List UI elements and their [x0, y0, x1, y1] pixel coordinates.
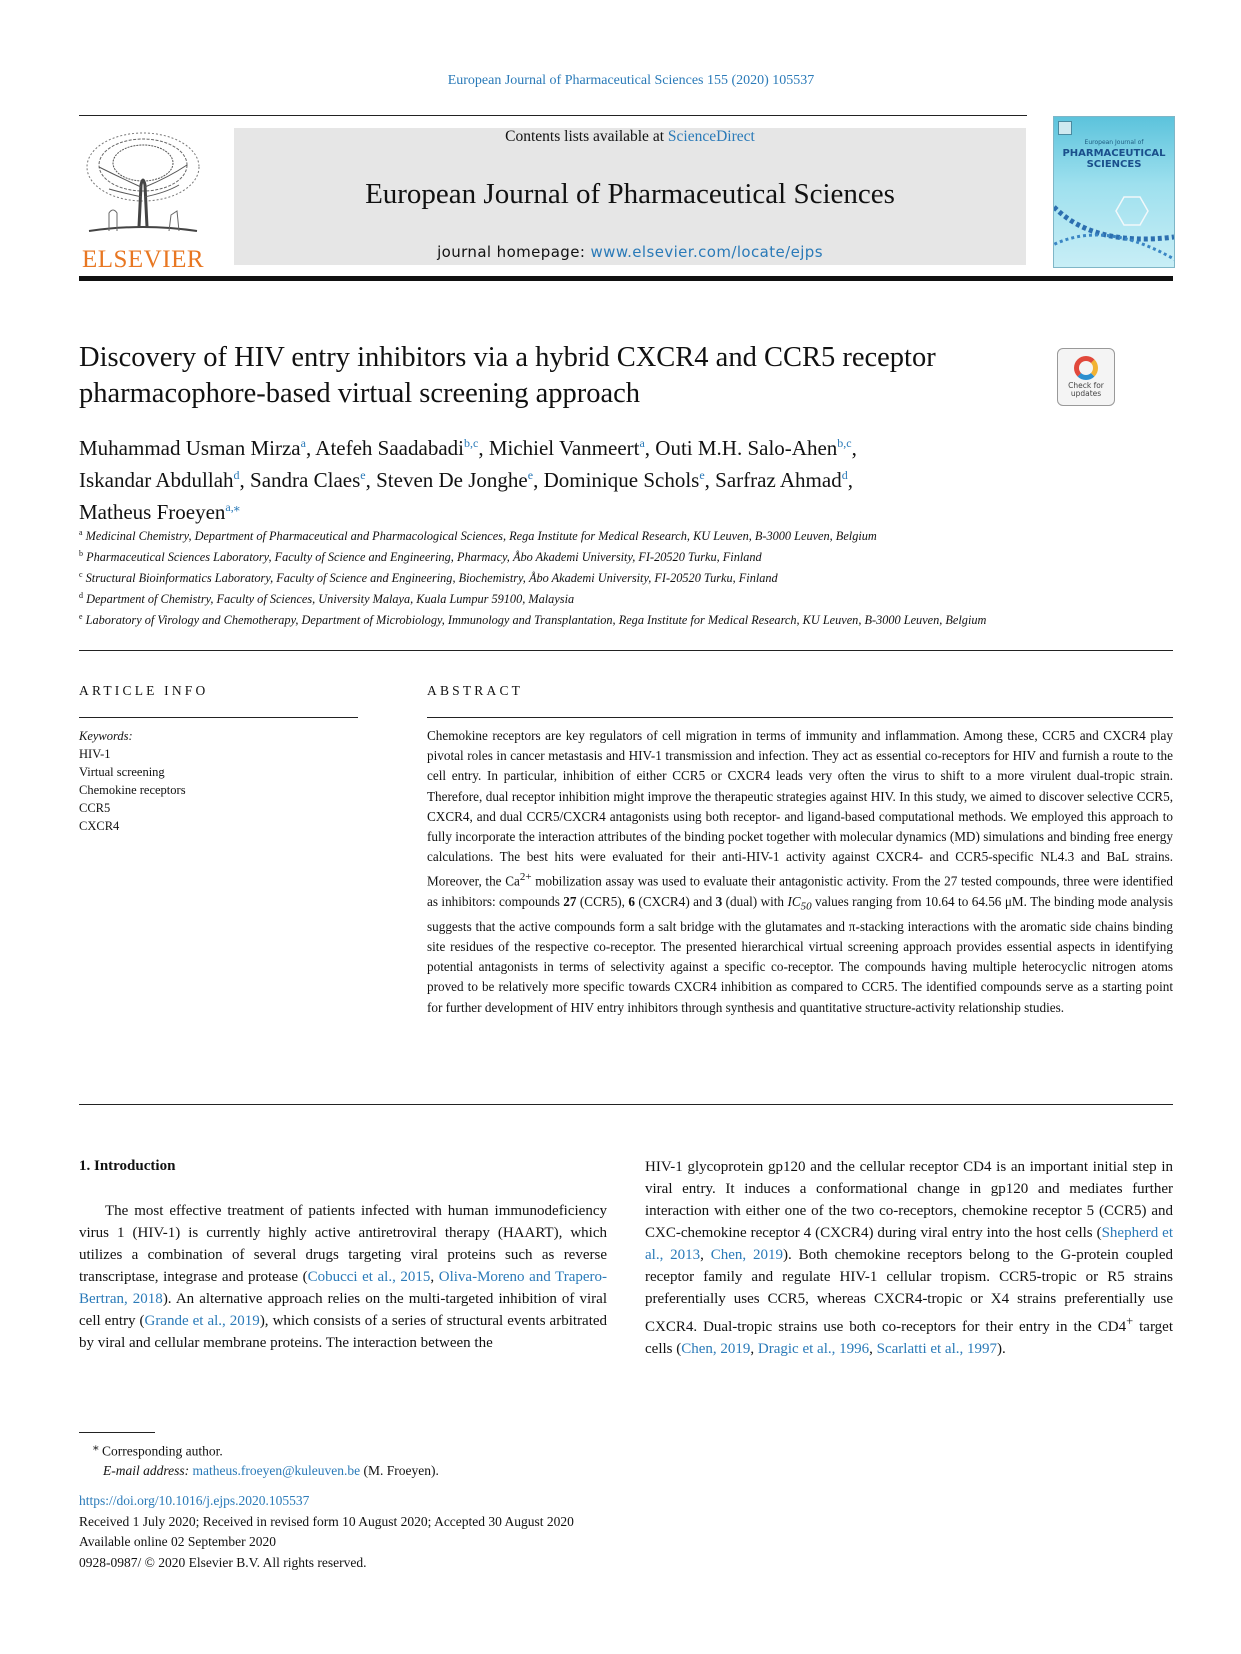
keyword-item: CCR5	[79, 801, 111, 815]
author-affiliation-link[interactable]: b,c	[463, 436, 479, 450]
author-name[interactable]: Matheus Froeyen	[79, 500, 226, 524]
introduction-paragraph: HIV-1 glycoprotein gp120 and the cellular receptor CD4 is an important initial step in viral entry. It induces a conformational change in gp120 and mediates further interaction with either one of the two co-receptors, chemokine receptor 5 (CCR5) and CXC-chemokine receptor 4 (CXCR4) during viral entry into the host cells (Shepherd et al., 2013, Chen, 2019). Both chemokine receptors belong to the G-protein coupled receptor family and regulate HIV-1 cellular tropism. CCR5-tropic or R5 strains preferentially uses CCR5, whereas CXCR4-tropic or X4 strains preferentially use CXCR4. Dual-tropic strains use both co-receptors for their entry in the CD4+ target cells (Chen, 2019, Dragic et al., 1996, Scarlatti et al., 1997).	[645, 1159, 1174, 1357]
cover-small-text: European Journal of	[1084, 139, 1144, 146]
affiliation-item: $^c$ Structural Bioinformatics Laboratory, Faculty of Science and Engineering, Biochemistry, Åbo Akademi University, FI-20520 Turku, Finland	[79, 570, 778, 586]
author-name[interactable]: Iskandar Abdullah	[79, 468, 234, 492]
elsevier-wordmark: ELSEVIER	[81, 246, 205, 273]
cover-title-line1: PHARMACEUTICAL	[1062, 148, 1166, 159]
email-line: E-mail address: matheus.froeyen@kuleuven.be (M. Froeyen).	[103, 1462, 439, 1478]
footnote-rule	[79, 1432, 155, 1433]
journal-banner	[234, 128, 1026, 265]
author-affiliation-link[interactable]: e	[699, 468, 705, 482]
journal-reference-link[interactable]: European Journal of Pharmaceutical Sciences 155 (2020) 105537	[447, 73, 815, 88]
corresponding-author-footnote	[79, 1438, 439, 1480]
keyword-item: CXCR4	[79, 819, 120, 833]
doi-link[interactable]: https://doi.org/10.1016/j.ejps.2020.105537	[79, 1493, 310, 1508]
keyword-item: HIV-1	[79, 747, 111, 761]
author-name[interactable]: Atefeh Saadabadi	[315, 436, 464, 460]
section-divider	[79, 650, 1173, 651]
author-affiliation-link[interactable]: e	[360, 468, 366, 482]
check-for-updates-button[interactable]	[1057, 348, 1115, 406]
author-name[interactable]: Sarfraz Ahmad	[715, 468, 842, 492]
introduction-paragraph: The most effective treatment of patients infected with human immunodeficiency virus 1 (HIV-1) is currently highly active antiretroviral therapy (HAART), which utilizes a combination of several drugs targeting viral proteins such as reverse transcriptase, integrase and protease (Cobucci et al., 2015, Oliva-Moreno and Trapero-Bertran, 2018). An alternative approach relies on the multi-targeted inhibition of viral cell entry (Grande et al., 2019), which consists of a series of structural events arbitrated by viral and cellular membrane proteins. The interaction between the	[79, 1203, 608, 1351]
author-name[interactable]: Michiel Vanmeert	[488, 436, 640, 460]
affiliation-list	[79, 524, 1079, 629]
author-affiliation-link[interactable]: d	[233, 468, 240, 482]
citation-link[interactable]: Chen, 2019	[710, 1247, 784, 1263]
elsevier-logo[interactable]	[79, 127, 207, 273]
received-dates: Received 1 July 2020; Received in revised form 10 August 2020; Accepted 30 August 2020	[79, 1513, 574, 1529]
affiliation-item: $^a$ Medicinal Chemistry, Department of Pharmaceutical and Pharmacological Sciences, Rega Institute for Medical Research, KU Leuven, B-3000 Leuven, Belgium	[79, 528, 877, 544]
author-affiliation-link[interactable]: a	[639, 436, 645, 450]
introduction-left-column	[79, 1200, 607, 1354]
citation-link[interactable]: Dragic et al., 1996	[757, 1341, 870, 1357]
keyword-item: Chemokine receptors	[79, 783, 186, 797]
contents-available-line	[234, 128, 1026, 146]
introduction-right-column	[645, 1156, 1173, 1360]
abstract-rule	[427, 717, 1173, 718]
author-affiliation-link[interactable]: a	[300, 436, 306, 450]
cover-title	[1054, 148, 1174, 170]
cover-logo-icon	[1058, 121, 1072, 135]
citation-link[interactable]: Oliva-Moreno and Trapero-Bertran, 2018	[79, 1269, 608, 1307]
author-name[interactable]: Sandra Claes	[250, 468, 361, 492]
abstract-heading: ABSTRACT	[427, 683, 524, 698]
journal-cover-thumbnail[interactable]	[1053, 116, 1175, 268]
elsevier-tree-icon	[79, 127, 207, 239]
email-link[interactable]: matheus.froeyen@kuleuven.be	[192, 1462, 361, 1478]
sciencedirect-link[interactable]: ScienceDirect	[667, 128, 755, 145]
header-top-rule	[79, 115, 1027, 116]
cover-title-line2: SCIENCES	[1086, 159, 1142, 170]
author-affiliation-link[interactable]: e	[527, 468, 534, 482]
article-title: Discovery of HIV entry inhibitors via a hybrid CXCR4 and CCR5 receptor pharmacophore-based virtual screening approach	[79, 342, 936, 409]
citation-link[interactable]: Chen, 2019	[681, 1341, 751, 1357]
author-name[interactable]: Steven De Jonghe	[376, 468, 528, 492]
citation-link[interactable]: Cobucci et al., 2015	[307, 1269, 431, 1285]
author-name[interactable]: Dominique Schols	[543, 468, 700, 492]
copyright-notice: 0928-0987/ © 2020 Elsevier B.V. All rights reserved.	[79, 1554, 367, 1570]
citation-link[interactable]: Shepherd et al., 2013	[645, 1225, 1173, 1263]
keyword-item: Virtual screening	[79, 765, 165, 779]
available-online-date: Available online 02 September 2020	[79, 1534, 276, 1549]
affiliation-item: $^e$ Laboratory of Virology and Chemotherapy, Department of Microbiology, Immunology and Transplantation, Rega Institute for Medical Research, KU Leuven, B-3000 Leuven, Belgium	[79, 612, 987, 628]
author-affiliation-link[interactable]: b,c	[837, 436, 852, 450]
header-thick-rule	[79, 276, 1173, 281]
check-updates-label: Check for updates	[1068, 381, 1104, 398]
affiliation-item: $^b$ Pharmaceutical Sciences Laboratory, Faculty of Science and Engineering, Pharmacy, Åbo Akademi University, FI-20520 Turku, Finland	[79, 549, 762, 565]
affiliation-item: $^d$ Department of Chemistry, Faculty of Sciences, University Malaya, Kuala Lumpur 59100, Malaysia	[79, 591, 575, 607]
journal-title: European Journal of Pharmaceutical Sciences	[365, 178, 895, 210]
article-info-rule	[79, 717, 358, 718]
journal-homepage-link[interactable]: www.elsevier.com/locate/ejps	[590, 243, 823, 261]
author-list: Muhammad Usman Mirza$^a$, Atefeh Saadabadi$^{b,c}$, Michiel Vanmeert$^a$, Outi M.H. Salo-Ahen$^{b,c}$, Iskandar Abdullah$^d$, Sandra Claes$^e$, Steven De Jonghe$^e$, Dominique Schols$^e$, Sarfraz Ahmad$^d$, Matheus Froeyen$^{a,⁎}$	[79, 436, 857, 524]
crossmark-icon	[1074, 356, 1098, 380]
author-name[interactable]: Muhammad Usman Mirza	[79, 436, 301, 460]
homepage-prefix: journal homepage:	[437, 243, 586, 261]
keywords-block	[79, 727, 186, 835]
corresponding-author-line: ⁎ Corresponding author.	[93, 1441, 223, 1459]
article-info-heading: ARTICLE INFO	[79, 683, 209, 698]
cover-molecule-graphic	[1054, 177, 1174, 267]
abstract-text: Chemokine receptors are key regulators of cell migration in terms of immunity and inflammation. Among these, CCR5 and CXCR4 play pivotal roles in cancer metastasis and HIV-1 transmission and infection. They act as essential co-receptors for HIV and furnish a route to the cell entry. In particular, inhibition of either CCR5 or CXCR4 leads very often the virus to shift to a more virulent dual-tropic strain. Therefore, dual receptor inhibition might improve the therapeutic strategies against HIV. In this study, we aimed to discover selective CCR5, CXCR4, and dual CCR5/CXCR4 antagonists using both receptor- and ligand-based computational methods. We employed this approach to fully incorporate the interaction attributes of the binding pocket together with molecular dynamics (MD) simulations and binding free energy calculations. The best hits were evaluated for their anti-HIV-1 activity against CXCR4- and CCR5-specific NL4.3 and BaL strains. Moreover, the $Ca^{2+}$ mobilization assay was used to evaluate their antagonistic activity. From the 27 tested compounds, three were identified as inhibitors: compounds 27 (CCR5), 6 (CXCR4) and 3 (dual) with $IC_{50}$ values ranging from 10.64 to 64.56 μM. The binding mode analysis suggests that the active compounds form a salt bridge with the glutamates and π-stacking interactions with the aromatic side chains binding site residues of the respective co-receptor. The presented hierarchical virtual screening approach provides essential aspects in identifying potential antagonists in terms of selectivity against a specific co-receptor. The compounds having multiple heterocyclic nitrogen atoms proved to be relatively more specific towards CXCR4 inhibition as compared to CCR5. The identified compounds serve as a starting point for further development of HIV entry inhibitors through synthesis and quantitative structure-activity relationship studies.	[427, 728, 1173, 1015]
author-name[interactable]: Outi M.H. Salo-Ahen	[655, 436, 838, 460]
publication-info	[79, 1491, 574, 1573]
introduction-heading: 1. Introduction	[79, 1158, 176, 1174]
abstract-bottom-rule	[79, 1104, 1173, 1105]
keywords-label: Keywords:	[79, 729, 133, 743]
author-affiliation-link[interactable]: d	[841, 468, 848, 482]
journal-homepage-line	[234, 243, 1026, 261]
citation-link[interactable]: Scarlatti et al., 1997	[876, 1341, 998, 1357]
author-affiliation-link[interactable]: a,⁎	[225, 500, 240, 514]
citation-link[interactable]: Grande et al., 2019	[144, 1313, 260, 1329]
contents-prefix: Contents lists available at	[505, 128, 665, 145]
